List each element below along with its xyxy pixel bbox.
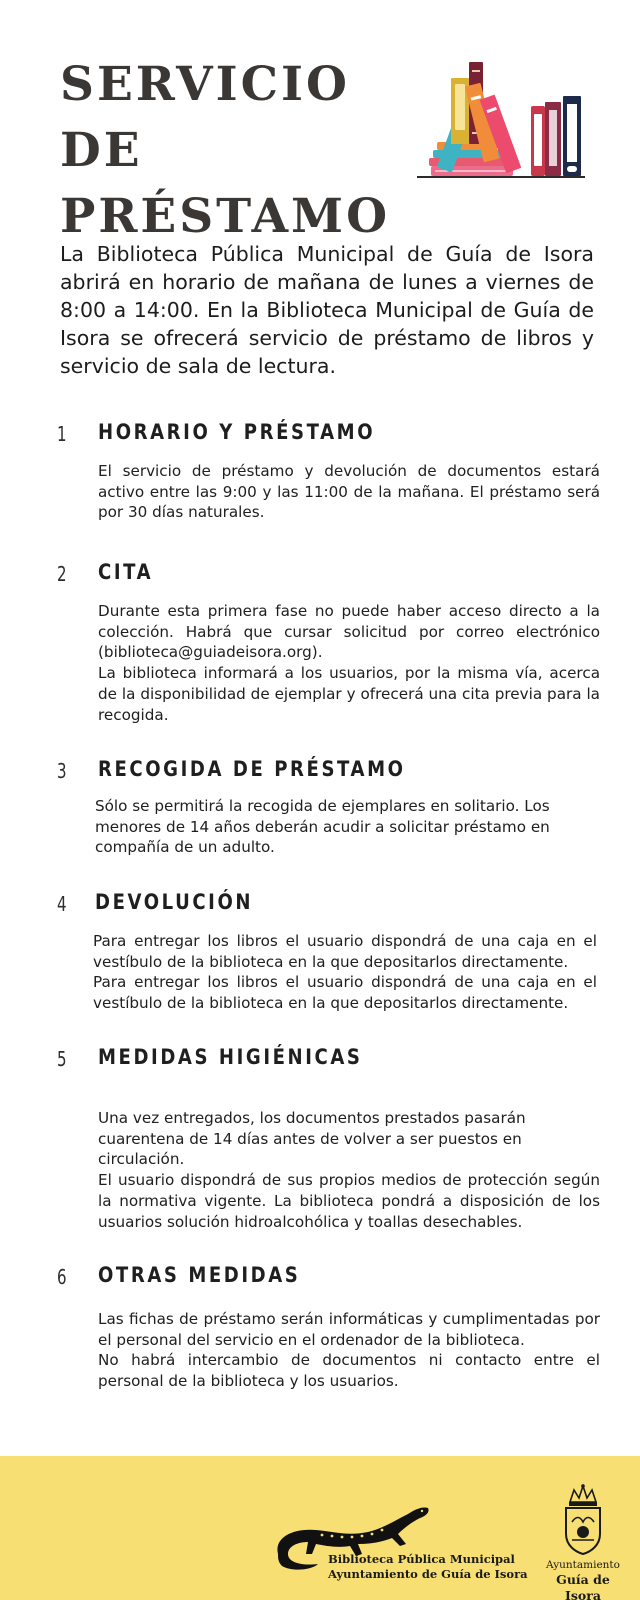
intro-paragraph: La Biblioteca Pública Municipal de Guía de Isora abrirá en horario de mañana de lunes a viernes de 8:00 a 14:00. En la Biblioteca Municipal de Guía de Isora se ofrecerá servicio de préstamo de libros y servicio de sala de lectura. xyxy=(60,242,594,378)
section-number: 2 xyxy=(57,562,67,586)
section-paragraph: Las fichas de préstamo serán informáticas y cumplimentadas por el personal del servicio en el ordenador de la biblioteca. xyxy=(98,1310,600,1349)
section-paragraph: El servicio de préstamo y devolución de documentos estará activo entre las 9:00 y las 11:00 de la mañana. El préstamo será por 30 días naturales. xyxy=(98,462,600,522)
page-title xyxy=(60,52,440,250)
section-paragraph: No habrá intercambio de documentos ni contacto entre el personal de la biblioteca y los usuarios. xyxy=(98,1351,600,1391)
books-illustration-icon xyxy=(415,58,595,188)
section-body xyxy=(93,931,597,1014)
section-number: 4 xyxy=(57,892,67,916)
section-number: 5 xyxy=(57,1047,67,1071)
section-number: 1 xyxy=(57,422,67,446)
section-body xyxy=(98,461,600,523)
section-title: CITA xyxy=(98,560,154,584)
section-body xyxy=(98,601,600,725)
section-paragraph: Para entregar los libros el usuario dispondrá de una caja en el vestíbulo de la biblioteca en la que depositarlos directamente. xyxy=(93,973,597,1013)
section-paragraph: La biblioteca informará a los usuarios, por la misma vía, acerca de la disponibilidad de ejemplar y ofrecerá una cita previa para la recogida. xyxy=(98,664,600,724)
section-title: RECOGIDA DE PRÉSTAMO xyxy=(98,757,406,781)
title-line-1: SERVICIO DE xyxy=(60,57,350,178)
footer xyxy=(0,1456,640,1600)
section-paragraph: Durante esta primera fase no puede haber acceso directo a la colección. Habrá que cursar solicitud por correo electrónico (biblioteca@guiadeisora.org). xyxy=(98,602,600,662)
council-name xyxy=(538,1558,628,1600)
section-paragraph: El usuario dispondrá de sus propios medios de protección según la normativa vigente. La biblioteca pondrá a disposición de los usuarios solución hidroalcohólica y toallas desechables. xyxy=(98,1171,600,1231)
page-header xyxy=(60,52,440,250)
section-body xyxy=(98,1108,600,1232)
section-title: OTRAS MEDIDAS xyxy=(98,1263,301,1287)
coat-of-arms-icon xyxy=(560,1484,606,1556)
section-body xyxy=(95,796,565,858)
section-paragraph: Sólo se permitirá la recogida de ejemplares en solitario. Los menores de 14 años deberán acudir a solicitar préstamo en compañía de un adulto. xyxy=(95,797,550,857)
title-line-2: PRÉSTAMO xyxy=(60,189,391,244)
section-paragraph: Una vez entregados, los documentos prestados pasarán cuarentena de 14 días antes de volver a ser puestos en circulación. xyxy=(98,1109,526,1169)
section-title: MEDIDAS HIGIÉNICAS xyxy=(98,1045,363,1069)
library-name-line-1: Biblioteca Pública Municipal xyxy=(328,1552,515,1566)
section-paragraph: Para entregar los libros el usuario dispondrá de una caja en el vestíbulo de la biblioteca en la que depositarlos directamente. xyxy=(93,932,597,971)
council-name-line-2: Guía de Isora xyxy=(556,1572,610,1600)
section-title: DEVOLUCIÓN xyxy=(95,890,254,914)
section-number: 3 xyxy=(57,759,67,783)
library-name xyxy=(328,1552,528,1582)
library-name-line-2: Ayuntamiento de Guía de Isora xyxy=(328,1567,528,1581)
section-number: 6 xyxy=(57,1265,67,1289)
council-name-line-1: Ayuntamiento xyxy=(546,1559,620,1571)
section-body xyxy=(98,1309,600,1392)
section-title: HORARIO Y PRÉSTAMO xyxy=(98,420,376,444)
